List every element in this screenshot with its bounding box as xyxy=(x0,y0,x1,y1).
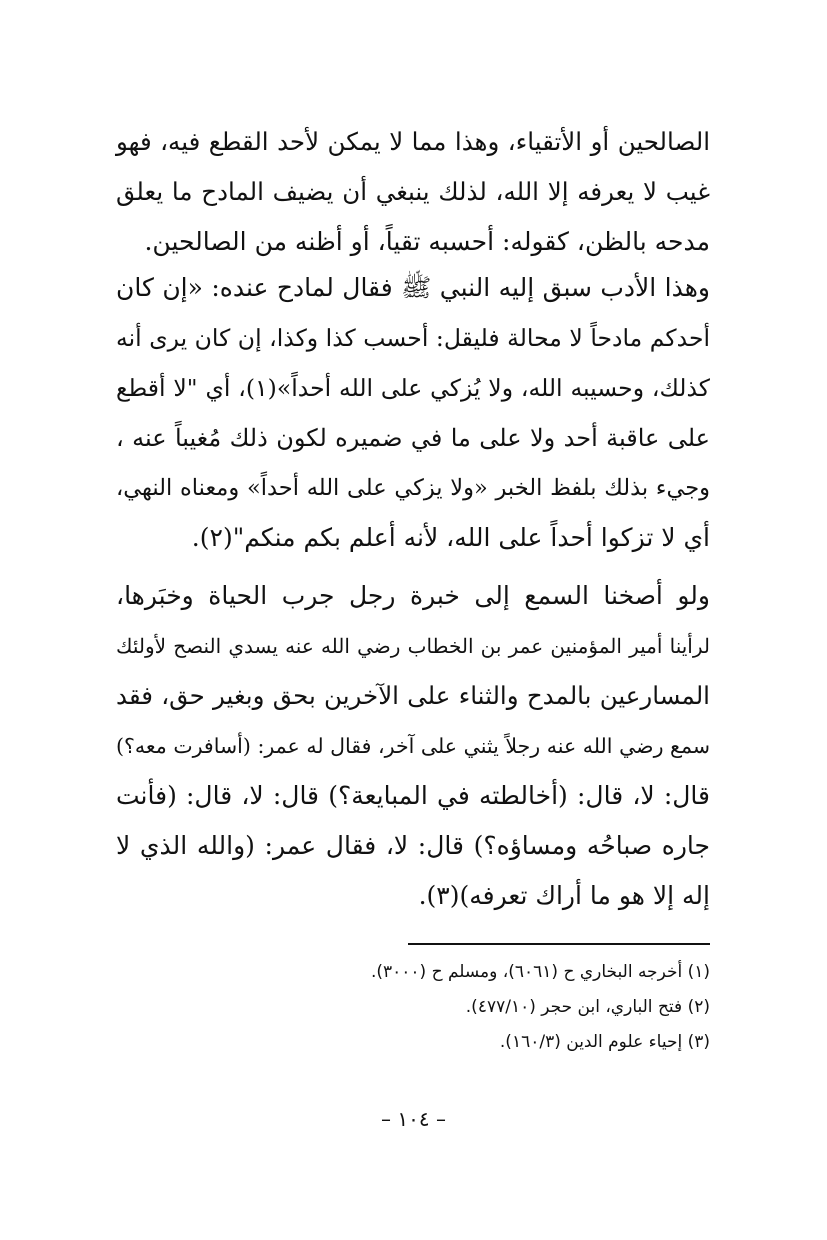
text-line: وجيء بذلك بلفظ الخبر «ولا يزكي على الله أحداً» ومعناه النهي، xyxy=(116,475,710,501)
paragraph-2 xyxy=(116,263,710,563)
text-line: إله إلا هو ما أراك تعرفه)(٣). xyxy=(418,881,710,910)
text-line: على عاقبة أحد ولا على ما في ضميره لكون ذلك مُغيباً عنه ، xyxy=(116,424,710,452)
text-line: أي لا تزكوا أحداً على الله، لأنه أعلم بكم منكم"(٢). xyxy=(191,523,710,552)
text-line: جاره صباحُه ومساؤه؟) قال: لا، فقال عمر: (والله الذي لا xyxy=(116,831,710,860)
footnote-separator xyxy=(408,943,710,945)
text-line: وهذا الأدب سبق إليه النبي ﷺ فقال لمادح عنده: «إن كان xyxy=(116,273,710,302)
text-line: الصالحين أو الأتقياء، وهذا مما لا يمكن لأحد القطع فيه، فهو xyxy=(116,127,710,156)
paragraph-3 xyxy=(116,571,710,921)
footnote-3: (٣) إحياء علوم الدين (١٦٠/٣). xyxy=(499,1032,710,1052)
text-line: قال: لا، قال: (أخالطته في المبايعة؟) قال: لا، قال: (فأنت xyxy=(116,781,710,810)
footnote-2: (٢) فتح الباري، ابن حجر (٤٧٧/١٠). xyxy=(465,997,710,1017)
text-line: سمع رضي الله عنه رجلاً يثني على آخر، فقال له عمر: (أسافرت معه؟) xyxy=(116,734,710,758)
text-line: كذلك، وحسيبه الله، ولا يُزكي على الله أحداً»(١)، أي "لا أقطع xyxy=(116,374,710,402)
footnote-1: (١) أخرجه البخاري ح (٦٠٦١)، ومسلم ح (٣٠٠٠). xyxy=(370,962,710,982)
text-line: ولو أصخنا السمع إلى خبرة رجل جرب الحياة وخبَرها، xyxy=(116,581,710,610)
text-line: غيب لا يعرفه إلا الله، لذلك ينبغي أن يضيف المادح ما يعلق xyxy=(116,177,711,206)
text-line: مدحه بالظن، كقوله: أحسبه تقياً، أو أظنه من الصالحين. xyxy=(144,227,710,256)
page-number: – ١٠٤ – xyxy=(381,1107,446,1131)
paragraph-1 xyxy=(116,117,710,267)
text-line: لرأينا أمير المؤمنين عمر بن الخطاب رضي الله عنه يسدي النصح لأولئك xyxy=(116,634,710,658)
footnotes xyxy=(250,955,710,1060)
text-line: المسارعين بالمدح والثناء على الآخرين بحق وبغير حق، فقد xyxy=(116,681,710,710)
text-line: أحدكم مادحاً لا محالة فليقل: أحسب كذا وكذا، إن كان يرى أنه xyxy=(116,324,710,352)
